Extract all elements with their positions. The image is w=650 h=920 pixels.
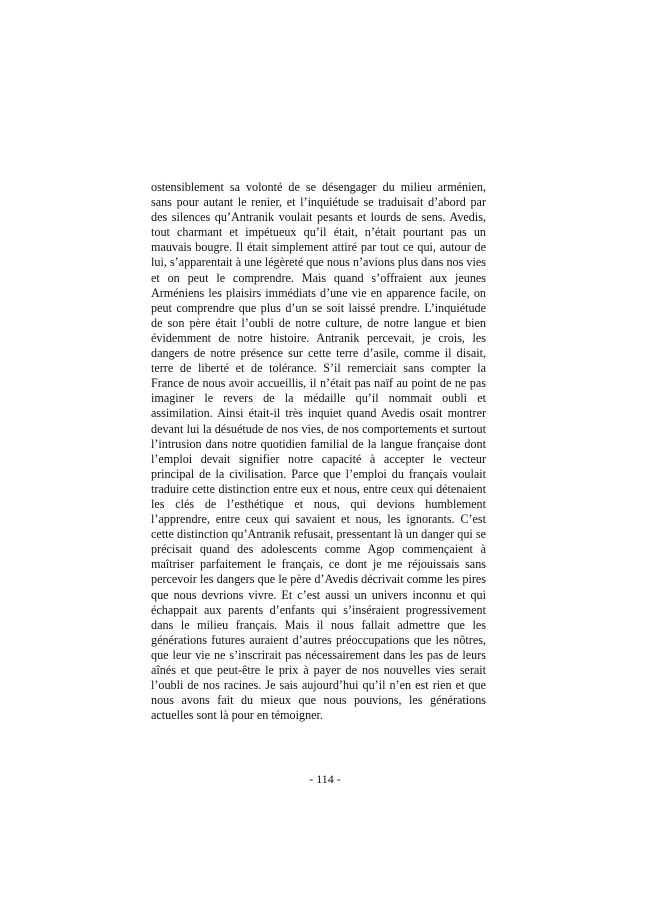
body-paragraph: ostensiblement sa volonté de se désengager du milieu arménien, sans pour autant le renier, et l’inquiétude se traduisait d’abord par des silences qu’Antranik voulait pesants et lourds de sens. Avedis, tout charmant et impétueux qu’il était, n’était pourtant pas un mauvais bougre. Il était simplement attiré par tout ce qui, autour de lui, s’apparentait à une légèreté que nous n’avions plus dans nos vies et on peut le comprendre. Mais quand s’offraient aux jeunes Arméniens les plaisirs immédiats d’une vie en apparence facile, on peut comprendre que plus d’un se soit laissé prendre. L’inquiétude de son père était l’oubli de notre culture, de notre langue et bien évidemment de notre histoire. Antranik percevait, je crois, les dangers de notre présence sur cette terre d’asile, comme il disait, terre de liberté et de tolérance. S’il remerciait sans compter la France de nous avoir accueillis, il n’était pas naïf au point de ne pas imaginer le revers de la médaille qu’il nommait oubli et assimilation. Ainsi était-il très inquiet quand Avedis osait montrer devant lui la désuétude de nos vies, de nos comportements et surtout l’intrusion dans notre quotidien familial de la langue française dont l’emploi devait signifier notre capacité à accepter le vecteur principal de la civilisation. Parce que l’emploi du français voulait traduire cette distinction entre eux et nous, entre ceux qui détenaient les clés de l’esthétique et nous, qui devions humblement l’apprendre, entre ceux qui savaient et nous, les ignorants. C’est cette distinction qu’Antranik refusait, pressentant là un danger qui se précisait quand des adolescents comme Agop commençaient à maîtriser parfaitement le français, ce dont je me réjouissais sans percevoir les dangers que le père d’Avedis décrivait comme les pires que nous devrions vivre. Et c’est aussi un univers inconnu et qui échappait aux parents d’enfants qui s’inséraient progressivement dans le milieu français. Mais il nous fallait admettre que les générations futures auraient d’autres préoccupations que les nôtres, que leur vie ne s’inscrirait pas nécessairement dans les pas de leurs aînés et que peut-être le prix à payer de nos nouvelles vies serait l’oubli de nos racines. Je sais aujourd’hui qu’il n’en est rien et que nous avons fait du mieux que nous pouvions, les générations actuelles sont là pour en témoigner. [151,180,486,723]
page-number: - 114 - [309,772,341,786]
